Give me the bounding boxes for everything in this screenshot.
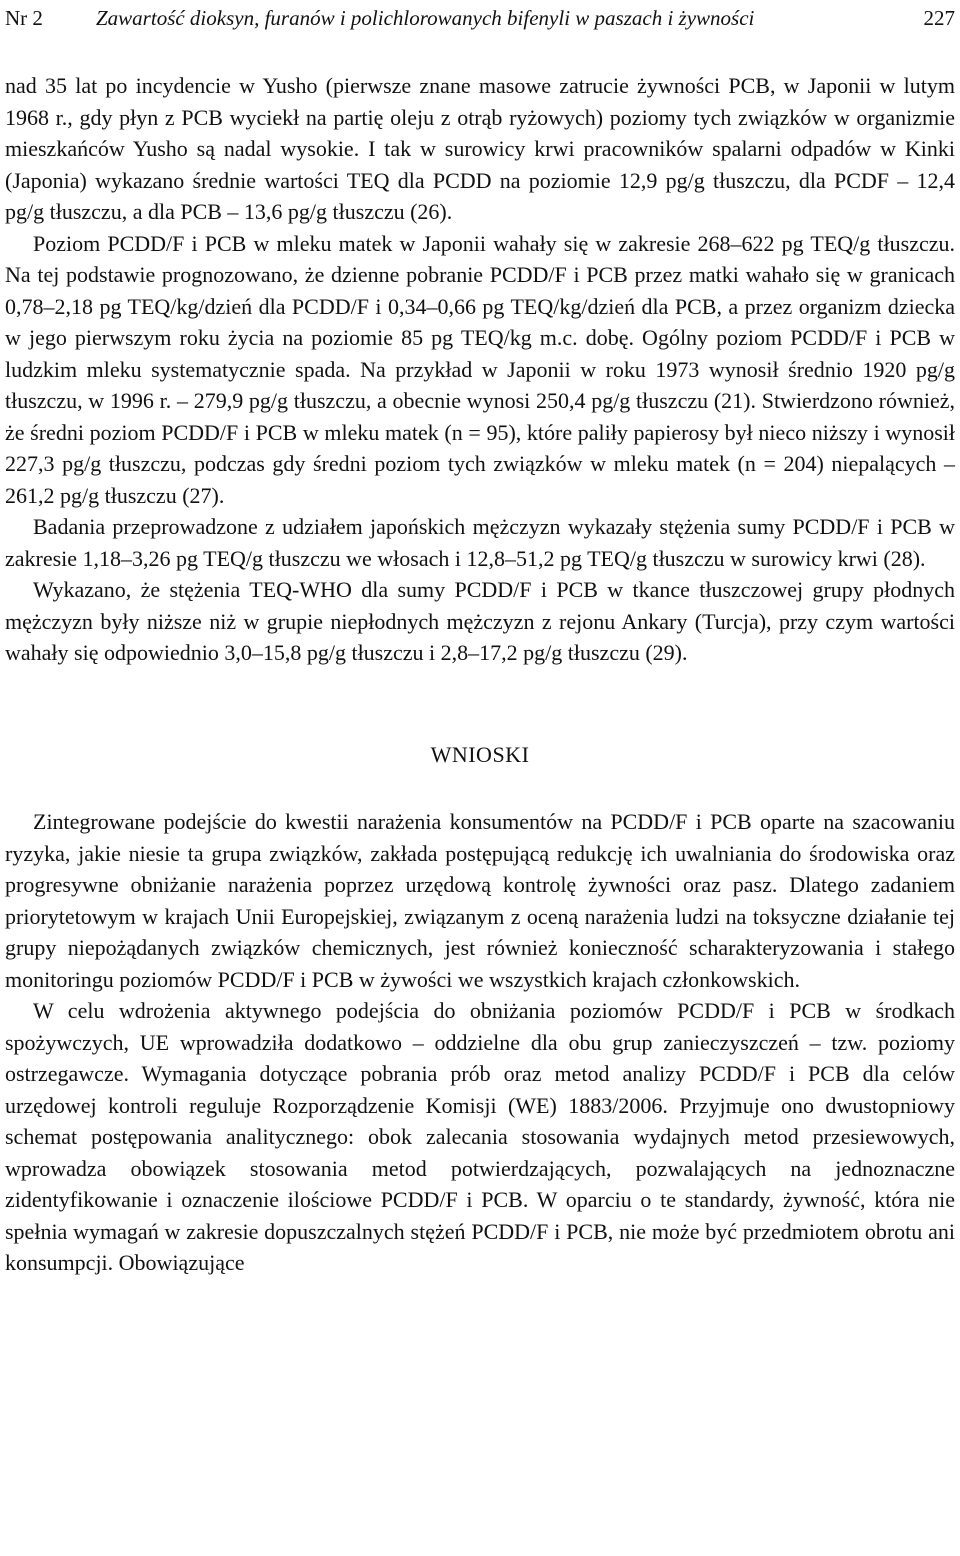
section-heading-conclusions: WNIOSKI [430, 741, 530, 767]
running-head [5, 0, 955, 36]
paragraph-ankara-study: Wykazano, że stężenia TEQ-WHO dla sumy PCDD/F i PCB w tkance tłuszczowej grupy płodnych mężczyzn były niższe niż w grupie niepłodnych mężczyzn z rejonu Ankary (Turcja), przy czym wartości wahały się odpowiednio 3,0–15,8 pg/g tłuszczu i 2,8–17,2 pg/g tłuszczu (29). [5, 577, 955, 665]
running-title: Zawartość dioksyn, furanów i polichlorowanych bifenyli w paszach i żywności [96, 6, 755, 30]
page-number: 227 [923, 6, 955, 30]
paragraph-japanese-men: Badania przeprowadzone z udziałem japońskich mężczyzn wykazały stężenia sumy PCDD/F i PCB w zakresie 1,18–3,26 pg TEQ/g tłuszczu we włosach i 12,8–51,2 pg TEQ/g tłuszczu w surowicy krwi (28). [5, 514, 955, 571]
page [5, 0, 955, 1279]
body-text [5, 70, 955, 1279]
paragraph-continuation: nad 35 lat po incydencie w Yusho (pierwsze znane masowe zatrucie żywności PCB, w Japonii w lutym 1968 r., gdy płyn z PCB wyciekł na partię oleju z otrąb ryżowych) poziomy tych związków w organizmie mieszkańców Yusho są nadal wysokie. I tak w surowicy krwi pracowników spalarni odpadów w Kinki (Japonia) wykazano średnie wartości TEQ dla PCDD na poziomie 12,9 pg/g tłuszczu, dla PCDF – 12,4 pg/g tłuszczu, a dla PCB – 13,6 pg/g tłuszczu (26). [5, 73, 955, 224]
paragraph-breast-milk: Poziom PCDD/F i PCB w mleku matek w Japonii wahały się w zakresie 268–622 pg TEQ/g tłuszczu. Na tej podstawie prognozowano, że dzienne pobranie PCDD/F i PCB przez matki wahało się w granicach 0,78–2,18 pg TEQ/kg/dzień dla PCDD/F i 0,34–0,66 pg TEQ/kg/dzień dla PCB, a przez organizm dziecka w jego pierwszym roku życia na poziomie 85 pg TEQ/kg m.c. dobę. Ogólny poziom PCDD/F i PCB w ludzkim mleku systematycznie spada. Na przykład w Japonii w roku 1973 wynosił średnio 1920 pg/g tłuszczu, w 1996 r. – 279,9 pg/g tłuszczu, a obecnie wynosi 250,4 pg/g tłuszczu (21). Stwierdzono również, że średni poziom PCDD/F i PCB w mleku matek (n = 95), które paliły papierosy był nieco niższy i wynosił 227,3 pg/g tłuszczu, podczas gdy średni poziom tych związków w mleku matek (n = 204) niepalących – 261,2 pg/g tłuszczu (27). [5, 230, 955, 508]
paragraph-eu-regulation: W celu wdrożenia aktywnego podejścia do obniżania poziomów PCDD/F i PCB w środkach spożywczych, UE wprowadziła dodatkowo – oddzielne dla obu grup zanieczyszczeń – tzw. poziomy ostrzegawcze. Wymagania dotyczące pobrania prób oraz metod analizy PCDD/F i PCB dla celów urzędowej kontroli reguluje Rozporządzenie Komisji (WE) 1883/2006. Przyjmuje ono dwustopniowy schemat postępowania analitycznego: obok zalecania stosowania wydajnych metod przesiewowych, wprowadza obowiązek stosowania metod potwierdzających, pozwalających na jednoznaczne zidentyfikowanie i oznaczenie ilościowe PCDD/F i PCB. W oparciu o te standardy, żywność, która nie spełnia wymagań w zakresie dopuszczalnych stężeń PCDD/F i PCB, nie może być przedmiotem obrotu ani konsumpcji. Obowiązujące [5, 998, 955, 1275]
paragraph-integrated-approach: Zintegrowane podejście do kwestii narażenia konsumentów na PCDD/F i PCB oparte na szacowaniu ryzyka, jakie niesie ta grupa związków, zakłada postępującą redukcję ich uwalniania do środowiska oraz progresywne obniżanie narażenia poprzez urzędową kontrolę żywności oraz pasz. Dlatego zadaniem priorytetowym w krajach Unii Europejskiej, związanym z oceną narażenia ludzi na toksyczne działanie tej grupy niepożądanych związków chemicznych, jest również konieczność scharakteryzowania i stałego monitoringu poziomów PCDD/F i PCB w żywości we wszystkich krajach członkowskich. [5, 809, 955, 992]
journal-issue-number: Nr 2 [5, 6, 43, 30]
